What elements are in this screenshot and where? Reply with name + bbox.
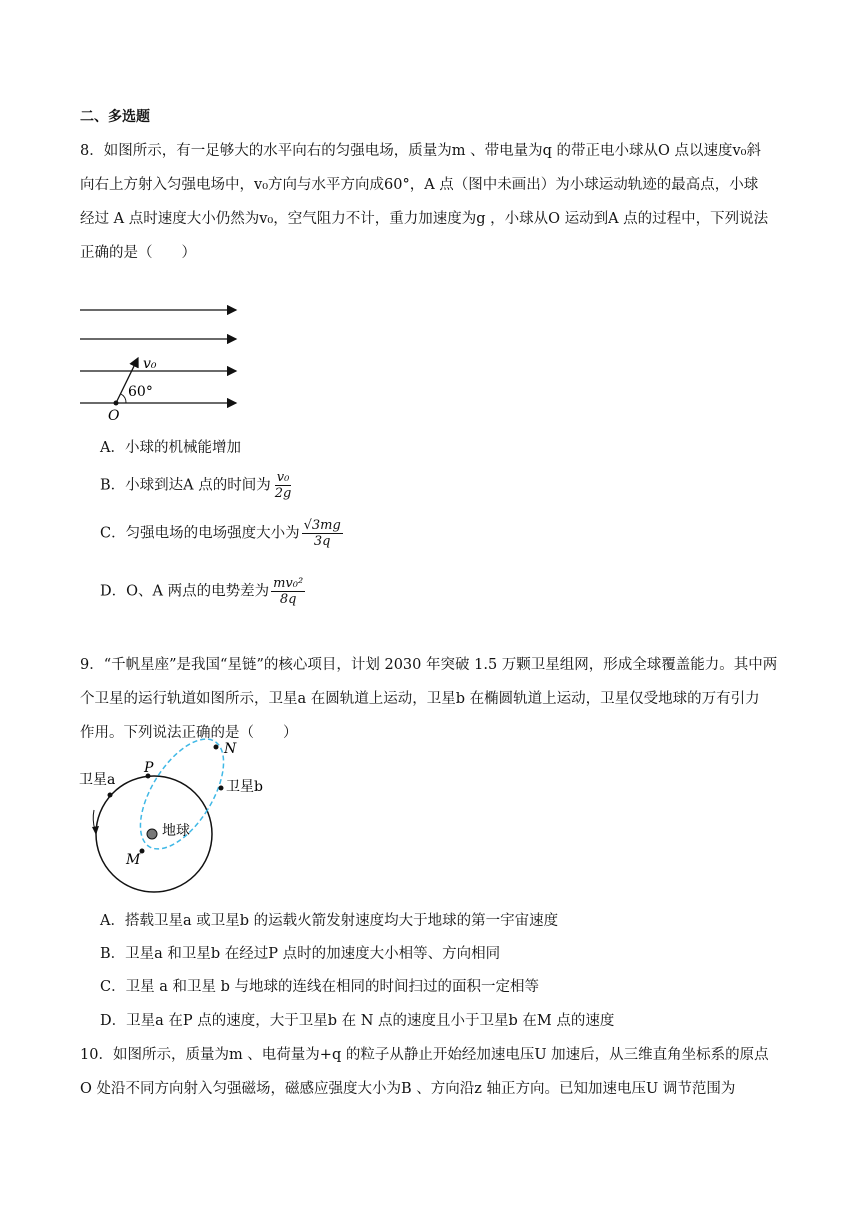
q10-line-1: 10．如图所示，质量为m 、电荷量为+q 的粒子从静止开始经加速电压U 加速后，从三维直角坐标系的原点	[80, 1047, 769, 1063]
q9-line-3: 作用。下列说法正确的是（ ）	[80, 725, 298, 741]
question-8-text	[80, 134, 780, 270]
origin-label: O	[108, 408, 120, 424]
q8-line-2: 向右上方射入匀强电场中，v₀方向与水平方向成60°，A 点（图中未画出）为小球运动轨迹的最高点，小球	[80, 177, 759, 193]
q8-option-c-text: C．匀强电场的电场强度大小为	[100, 525, 300, 542]
origin-point	[114, 401, 119, 406]
n-label: N	[224, 741, 237, 757]
q8-line-3: 经过 A 点时速度大小仍然为v₀，空气阻力不计，重力加速度为g ，小球从O 运动到A 点的过程中，下列说法	[80, 211, 769, 227]
satellite-a-point	[108, 793, 113, 798]
angle-arc	[121, 394, 126, 403]
q9-orbit-diagram	[76, 734, 286, 896]
question-10-text	[80, 1038, 780, 1106]
q9-line-2: 个卫星的运行轨道如图所示，卫星a 在圆轨道上运动，卫星b 在椭圆轨道上运动，卫星仅受地球的万有引力	[80, 691, 760, 707]
q8-line-1: 8．如图所示，有一足够大的水平向右的匀强电场，质量为m 、带电量为q 的带正电小球从O 点以速度v₀斜	[80, 143, 761, 159]
fraction-denominator: 2g	[274, 486, 292, 501]
q8-option-b-text: B．小球到达A 点的时间为	[100, 477, 271, 494]
q8-field-diagram	[76, 298, 248, 426]
q8-option-d-text: D．O、A 两点的电势差为	[100, 583, 270, 600]
fraction-numerator: v₀	[276, 470, 290, 485]
fraction-denominator: 3q	[313, 534, 331, 549]
q8-line-4: 正确的是（ ）	[80, 245, 196, 261]
fraction-numerator: √3mg	[303, 518, 341, 533]
q10-line-2: O 处沿不同方向射入匀强磁场，磁感应强度大小为B 、方向沿z 轴正方向。已知加速电压U 调节范围为	[80, 1081, 736, 1097]
q9-option-c[interactable]: C．卫星 a 和卫星 b 与地球的连线在相同的时间扫过的面积一定相等	[100, 979, 539, 995]
q8-option-d-fraction	[271, 576, 305, 607]
q8-option-c-fraction	[302, 518, 343, 549]
angle-label: 60°	[128, 384, 153, 400]
fraction-numerator: mv₀²	[273, 576, 304, 591]
q9-line-1: 9．“千帆星座”是我国“星链”的核心项目，计划 2030 年突破 1.5 万颗卫星组网，形成全球覆盖能力。其中两	[80, 657, 778, 673]
q8-option-c[interactable]	[100, 518, 343, 549]
satellite-b-point	[219, 786, 224, 791]
elliptical-orbit	[124, 734, 241, 862]
q9-option-b[interactable]: B．卫星a 和卫星b 在经过P 点时的加速度大小相等、方向相同	[100, 946, 501, 962]
q8-option-b-fraction	[273, 470, 294, 501]
p-label: P	[144, 760, 154, 776]
q8-option-d[interactable]	[100, 576, 305, 607]
q8-option-a[interactable]: A．小球的机械能增加	[100, 440, 241, 456]
earth-label: 地球	[162, 823, 190, 839]
v0-label: v₀	[143, 356, 157, 372]
m-label: M	[126, 852, 141, 868]
direction-arrowhead-icon	[92, 826, 99, 835]
satellite-a-label: 卫星a	[79, 772, 116, 788]
section-title: 二、多选题	[80, 109, 150, 125]
q9-option-d[interactable]: D．卫星a 在P 点的速度，大于卫星b 在 N 点的速度且小于卫星b 在M 点的速度	[100, 1013, 615, 1029]
fraction-denominator: 8q	[279, 592, 297, 607]
earth-icon	[147, 829, 157, 839]
satellite-b-label: 卫星b	[226, 779, 263, 795]
point-n	[214, 745, 219, 750]
q8-option-b[interactable]	[100, 470, 293, 501]
q9-option-a[interactable]: A．搭载卫星a 或卫星b 的运载火箭发射速度均大于地球的第一宇宙速度	[100, 913, 559, 929]
